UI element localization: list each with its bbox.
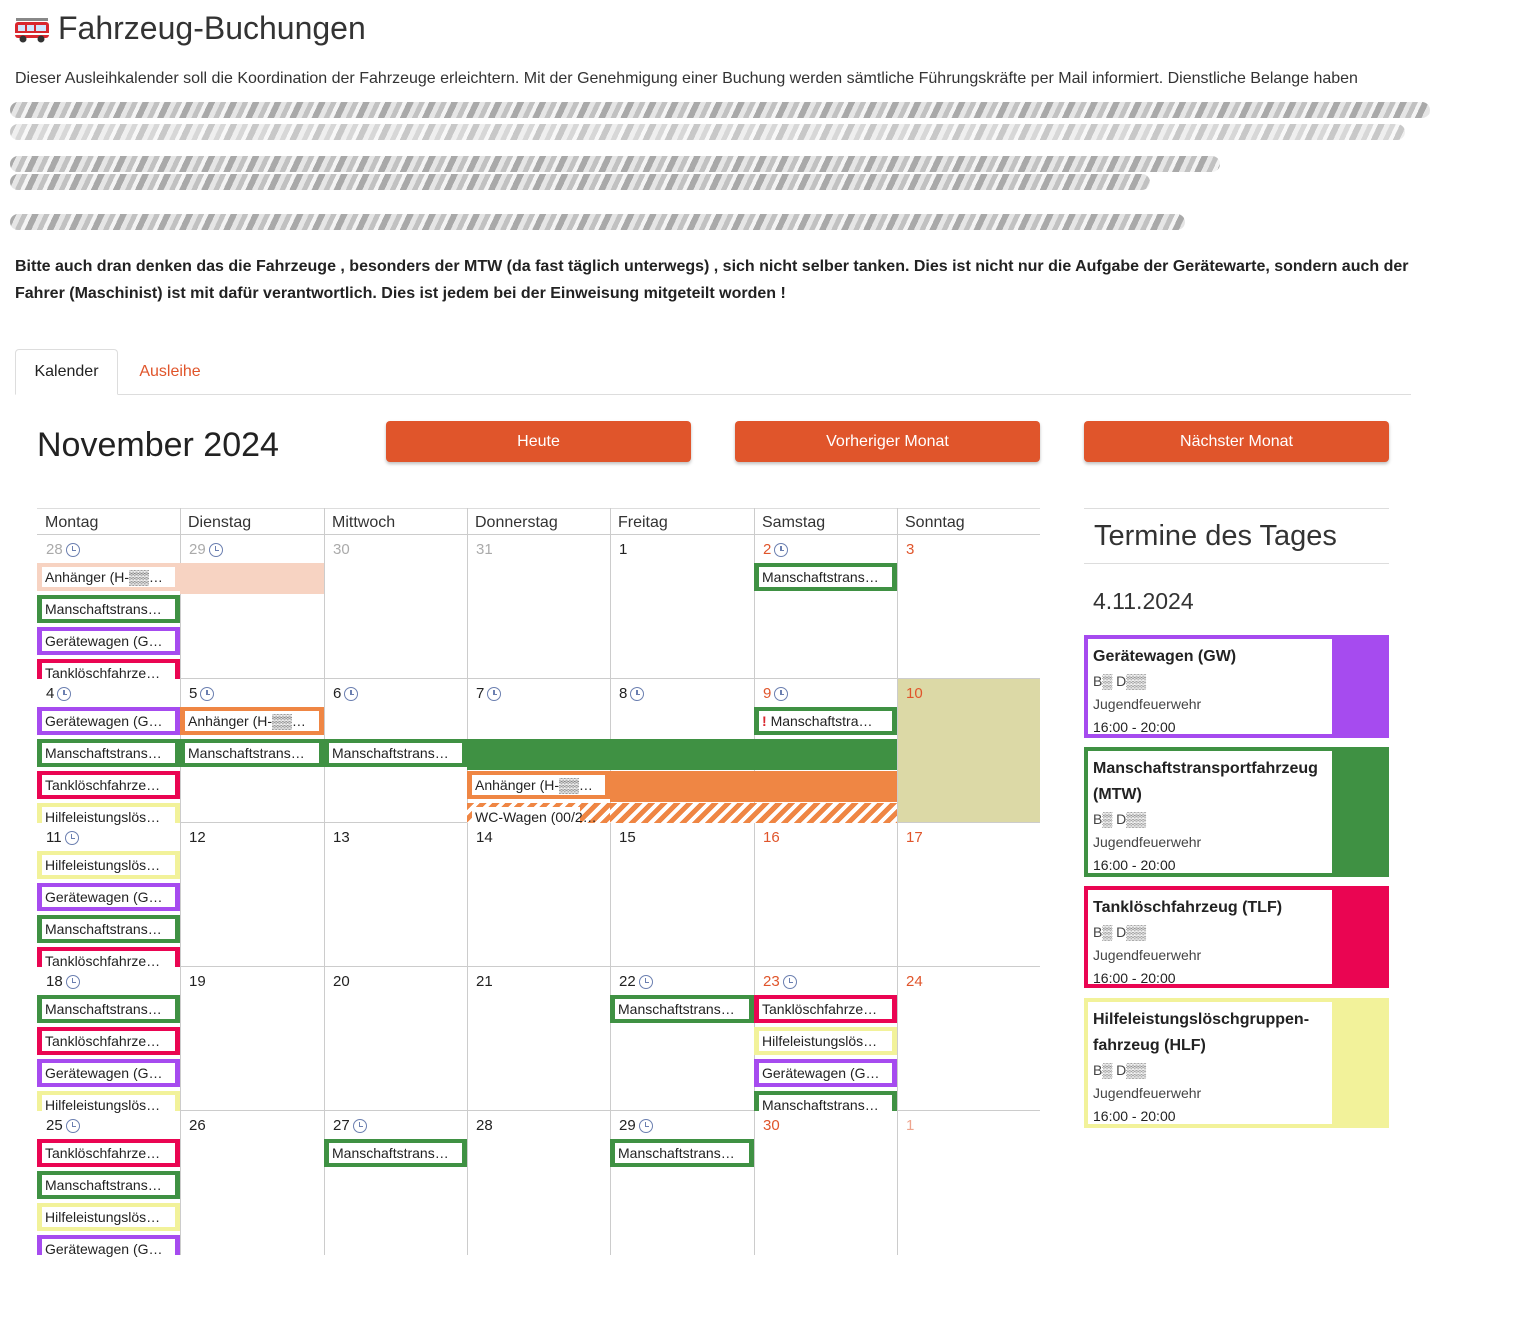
today-button[interactable]: Heute: [386, 421, 691, 462]
weekday-header: Donnerstag: [475, 514, 558, 531]
day-number-text: 1: [619, 541, 628, 558]
intro-text: Dieser Ausleihkalender soll die Koordination der Fahrzeuge erleichtern. Mit der Genehmigung einer Buchung werden sämtliche Führungskräfte per Mail informiert. Dienstliche Belange haben: [15, 70, 1358, 87]
calendar-event[interactable]: [37, 995, 180, 1023]
weekday-header: Dienstag: [188, 514, 252, 531]
day-number-text: 8: [619, 685, 628, 702]
calendar-event[interactable]: [37, 1139, 180, 1167]
calendar-event[interactable]: [180, 739, 324, 767]
agenda-entry[interactable]: [1084, 998, 1389, 1128]
calendar-event[interactable]: [324, 739, 467, 767]
event-label: Manschaftstrans…: [42, 1175, 175, 1195]
day-number-text: 19: [189, 973, 206, 990]
agenda-entry-person: B▒ D▒▒: [1093, 924, 1147, 940]
agenda-entry-person: B▒ D▒▒: [1093, 811, 1147, 827]
day-number-text: 12: [189, 829, 206, 846]
clock-icon: [65, 831, 79, 845]
day-number-text: 11: [46, 829, 62, 846]
agenda-title: Termine des Tages: [1094, 520, 1337, 552]
agenda-entry-group: Jugendfeuerwehr: [1093, 947, 1202, 963]
day-number-text: 4: [46, 685, 55, 702]
event-label: WC-Wagen (00/2…: [472, 807, 580, 823]
clock-icon: [66, 975, 80, 989]
day-number[interactable]: [763, 685, 788, 702]
day-number[interactable]: [763, 973, 797, 990]
day-number-text: 23: [763, 973, 780, 990]
day-number[interactable]: [763, 541, 788, 558]
agenda-entry[interactable]: [1084, 635, 1389, 738]
day-number-text: 3: [906, 541, 915, 558]
event-label: Anhänger (H-▒▒…: [185, 711, 319, 731]
day-number[interactable]: [619, 829, 636, 846]
calendar-event[interactable]: [37, 627, 180, 655]
day-number-text: 6: [333, 685, 342, 702]
agenda-entry-title: Hilfeleistungslöschgruppen-fahrzeug (HLF): [1093, 1011, 1310, 1054]
day-number[interactable]: [46, 685, 71, 702]
agenda-entry[interactable]: [1084, 747, 1389, 877]
weekday-header: Freitag: [618, 514, 668, 531]
day-number[interactable]: [619, 685, 644, 702]
day-number-text: 18: [46, 973, 63, 990]
agenda-entry-group: Jugendfeuerwehr: [1093, 834, 1202, 850]
calendar-event[interactable]: [37, 707, 180, 735]
day-number-text: 31: [476, 541, 493, 558]
day-number-text: 15: [619, 829, 636, 846]
day-number-text: 20: [333, 973, 350, 990]
day-number-text: 29: [189, 541, 206, 558]
day-number-text: 14: [476, 829, 493, 846]
clock-icon: [630, 687, 644, 701]
event-span-bar[interactable]: [610, 771, 897, 802]
calendar-event[interactable]: [37, 803, 180, 823]
day-number[interactable]: [476, 829, 493, 846]
day-number-text: 30: [333, 541, 350, 558]
day-number[interactable]: [906, 973, 923, 990]
calendar-event[interactable]: [610, 1139, 754, 1167]
day-number[interactable]: [189, 685, 214, 702]
event-label: Hilfeleistungslös…: [759, 1031, 892, 1051]
event-label: Hilfeleistungslös…: [42, 855, 175, 875]
day-number[interactable]: [476, 973, 493, 990]
event-label: Anhänger (H-▒▒…: [42, 567, 175, 587]
agenda-entry-group: Jugendfeuerwehr: [1093, 1085, 1202, 1101]
day-number-text: 26: [189, 1117, 206, 1134]
calendar-event[interactable]: [37, 947, 180, 967]
event-label: Gerätewagen (G…: [42, 1063, 175, 1083]
day-number[interactable]: [476, 685, 501, 702]
day-number[interactable]: [476, 1117, 493, 1134]
calendar-event[interactable]: [180, 707, 324, 735]
day-number-text: 5: [189, 685, 198, 702]
event-label: Anhänger (H-▒▒…: [472, 775, 605, 795]
day-number-text: 24: [906, 973, 923, 990]
day-number[interactable]: [906, 829, 923, 846]
day-number[interactable]: [763, 829, 780, 846]
fire-truck-icon: [14, 14, 50, 44]
calendar-event[interactable]: [37, 771, 180, 799]
calendar-event[interactable]: [467, 771, 610, 799]
event-label: Gerätewagen (G…: [42, 887, 175, 907]
agenda-entry-group: Jugendfeuerwehr: [1093, 696, 1202, 712]
event-label: Hilfeleistungslös…: [42, 807, 175, 823]
event-span-bar[interactable]: [467, 739, 897, 770]
calendar-event[interactable]: [754, 1027, 897, 1055]
day-number-text: 28: [46, 541, 63, 558]
event-label: Manschaftstrans…: [329, 1143, 462, 1163]
tab-ausleihe[interactable]: Ausleihe: [139, 362, 201, 380]
calendar-event[interactable]: [37, 739, 180, 767]
day-number[interactable]: [189, 541, 223, 558]
calendar-event[interactable]: [754, 1059, 897, 1087]
clock-icon: [353, 1119, 367, 1133]
calendar-event[interactable]: [37, 563, 180, 591]
event-label: Gerätewagen (G…: [42, 1239, 175, 1255]
event-label: Manschaftstrans…: [615, 1143, 749, 1163]
day-number[interactable]: [906, 1117, 914, 1134]
calendar-event[interactable]: [37, 1171, 180, 1199]
event-label: Hilfeleistungslös…: [42, 1095, 175, 1111]
event-label: Manschaftstrans…: [42, 999, 175, 1019]
calendar-event[interactable]: [754, 995, 897, 1023]
clock-icon: [487, 687, 501, 701]
day-number[interactable]: [906, 541, 914, 558]
event-label: Manschaftstrans…: [759, 567, 892, 587]
calendar-event[interactable]: [37, 1235, 180, 1255]
clock-icon: [66, 1119, 80, 1133]
day-number[interactable]: [189, 973, 206, 990]
day-number[interactable]: [189, 829, 206, 846]
weekday-header: Mittwoch: [332, 514, 396, 531]
calendar-event[interactable]: [37, 883, 180, 911]
calendar-event[interactable]: [754, 707, 897, 735]
calendar-event[interactable]: [610, 995, 754, 1023]
calendar-event[interactable]: [324, 1139, 467, 1167]
calendar-event[interactable]: [467, 803, 610, 823]
event-label: Manschaftstrans…: [615, 999, 749, 1019]
day-number[interactable]: [619, 973, 653, 990]
clock-icon: [774, 687, 788, 701]
event-label: Manschaftstrans…: [42, 919, 175, 939]
day-number[interactable]: [763, 1117, 780, 1134]
event-label: ! Manschaftstra…: [759, 711, 892, 731]
day-number-text: 9: [763, 685, 772, 702]
day-number[interactable]: [619, 1117, 653, 1134]
page-title-text: Fahrzeug-Buchungen: [58, 10, 366, 46]
agenda-entry-title: Manschaftstransportfahrzeug (MTW): [1093, 760, 1318, 803]
tab-kalender[interactable]: Kalender: [15, 349, 118, 395]
event-label: Manschaftstrans…: [329, 743, 462, 763]
day-number[interactable]: [333, 541, 350, 558]
day-number-text: 2: [763, 541, 772, 558]
day-number-text: 16: [763, 829, 780, 846]
event-label: Gerätewagen (G…: [42, 711, 175, 731]
event-span-bar[interactable]: [610, 803, 897, 823]
fuel-notice: Bitte auch dran denken das die Fahrzeuge , besonders der MTW (da fast täglich unterwegs) , sich nicht selber tanken. Dies ist nicht nur die Aufgabe der Gerätewarte, sondern auch der Fahrer (Maschinist) ist mit dafür verantwortlich. Dies ist jedem bei der Einweisung mitgeteilt worden !: [15, 258, 1409, 302]
month-calendar: [37, 508, 1040, 1256]
month-title: November 2024: [37, 426, 279, 464]
event-label: Tanklöschfahrze…: [42, 663, 175, 679]
weekday-header: Montag: [45, 514, 99, 531]
clock-icon: [774, 543, 788, 557]
warning-icon: !: [762, 713, 771, 729]
day-number[interactable]: [333, 685, 358, 702]
day-number[interactable]: [189, 1117, 206, 1134]
day-number[interactable]: [333, 1117, 367, 1134]
calendar-event[interactable]: [754, 1091, 897, 1111]
clock-icon: [344, 687, 358, 701]
day-number-text: 7: [476, 685, 485, 702]
agenda-entry-person: B▒ D▒▒: [1093, 1062, 1147, 1078]
agenda-entry-title: Tanklöschfahrzeug (TLF): [1093, 899, 1283, 916]
clock-icon: [639, 1119, 653, 1133]
event-label: Manschaftstrans…: [42, 599, 175, 619]
agenda-entry-time: 16:00 - 20:00: [1093, 1108, 1176, 1124]
day-number[interactable]: [46, 541, 80, 558]
agenda-entry-time: 16:00 - 20:00: [1093, 857, 1176, 873]
clock-icon: [783, 975, 797, 989]
calendar-event[interactable]: [37, 1027, 180, 1055]
clock-icon: [200, 687, 214, 701]
calendar-event[interactable]: [37, 915, 180, 943]
weekday-header: Sonntag: [905, 514, 965, 531]
calendar-event[interactable]: [37, 1059, 180, 1087]
day-number-text: 25: [46, 1117, 63, 1134]
day-number[interactable]: [46, 1117, 80, 1134]
day-number-text: 30: [763, 1117, 780, 1134]
page-title: [14, 10, 366, 47]
clock-icon: [57, 687, 71, 701]
calendar-event[interactable]: [37, 659, 180, 679]
day-number-text: 22: [619, 973, 636, 990]
day-number-text: 29: [619, 1117, 636, 1134]
day-number[interactable]: [333, 829, 350, 846]
calendar-event[interactable]: [37, 851, 180, 879]
agenda-entry-time: 16:00 - 20:00: [1093, 970, 1176, 986]
event-label: Tanklöschfahrze…: [42, 1031, 175, 1051]
event-label: Hilfeleistungslös…: [42, 1207, 175, 1227]
event-label: Manschaftstrans…: [185, 743, 319, 763]
day-number[interactable]: [333, 973, 350, 990]
event-label: Tanklöschfahrze…: [42, 951, 175, 967]
day-number-text: 10: [906, 685, 923, 702]
calendar-event[interactable]: [37, 595, 180, 623]
day-number[interactable]: [476, 541, 493, 558]
clock-icon: [639, 975, 653, 989]
day-number[interactable]: [46, 973, 80, 990]
tab-bar: [15, 349, 1411, 395]
day-number[interactable]: [906, 685, 923, 702]
agenda-entry-person: B▒ D▒▒: [1093, 673, 1147, 689]
agenda-entry-title: Gerätewagen (GW): [1093, 648, 1237, 665]
redacted-text-block: [10, 94, 1485, 246]
event-label: Tanklöschfahrze…: [42, 1143, 175, 1163]
day-number-text: 13: [333, 829, 350, 846]
agenda-entry-time: 16:00 - 20:00: [1093, 719, 1176, 735]
day-number-text: 21: [476, 973, 493, 990]
event-label: Manschaftstrans…: [759, 1095, 892, 1111]
calendar-event[interactable]: [37, 1091, 180, 1111]
weekday-header: Samstag: [762, 514, 826, 531]
event-label: Tanklöschfahrze…: [759, 999, 892, 1019]
event-label: Manschaftstrans…: [42, 743, 175, 763]
day-number[interactable]: [46, 829, 79, 846]
clock-icon: [66, 543, 80, 557]
agenda-entry[interactable]: [1084, 886, 1389, 988]
day-number-text: 27: [333, 1117, 350, 1134]
event-span-bar[interactable]: [180, 563, 324, 594]
calendar-event[interactable]: [37, 1203, 180, 1231]
previous-month-button[interactable]: Vorheriger Monat: [735, 421, 1040, 462]
event-label: Gerätewagen (G…: [759, 1063, 892, 1083]
next-month-button[interactable]: Nächster Monat: [1084, 421, 1389, 462]
event-label: Tanklöschfahrze…: [42, 775, 175, 795]
calendar-event[interactable]: [754, 563, 897, 591]
clock-icon: [209, 543, 223, 557]
event-label: Gerätewagen (G…: [42, 631, 175, 651]
day-number-text: 28: [476, 1117, 493, 1134]
day-number-text: 1: [906, 1117, 915, 1134]
day-number-text: 17: [906, 829, 923, 846]
agenda-date: 4.11.2024: [1093, 588, 1194, 614]
day-number[interactable]: [619, 541, 627, 558]
